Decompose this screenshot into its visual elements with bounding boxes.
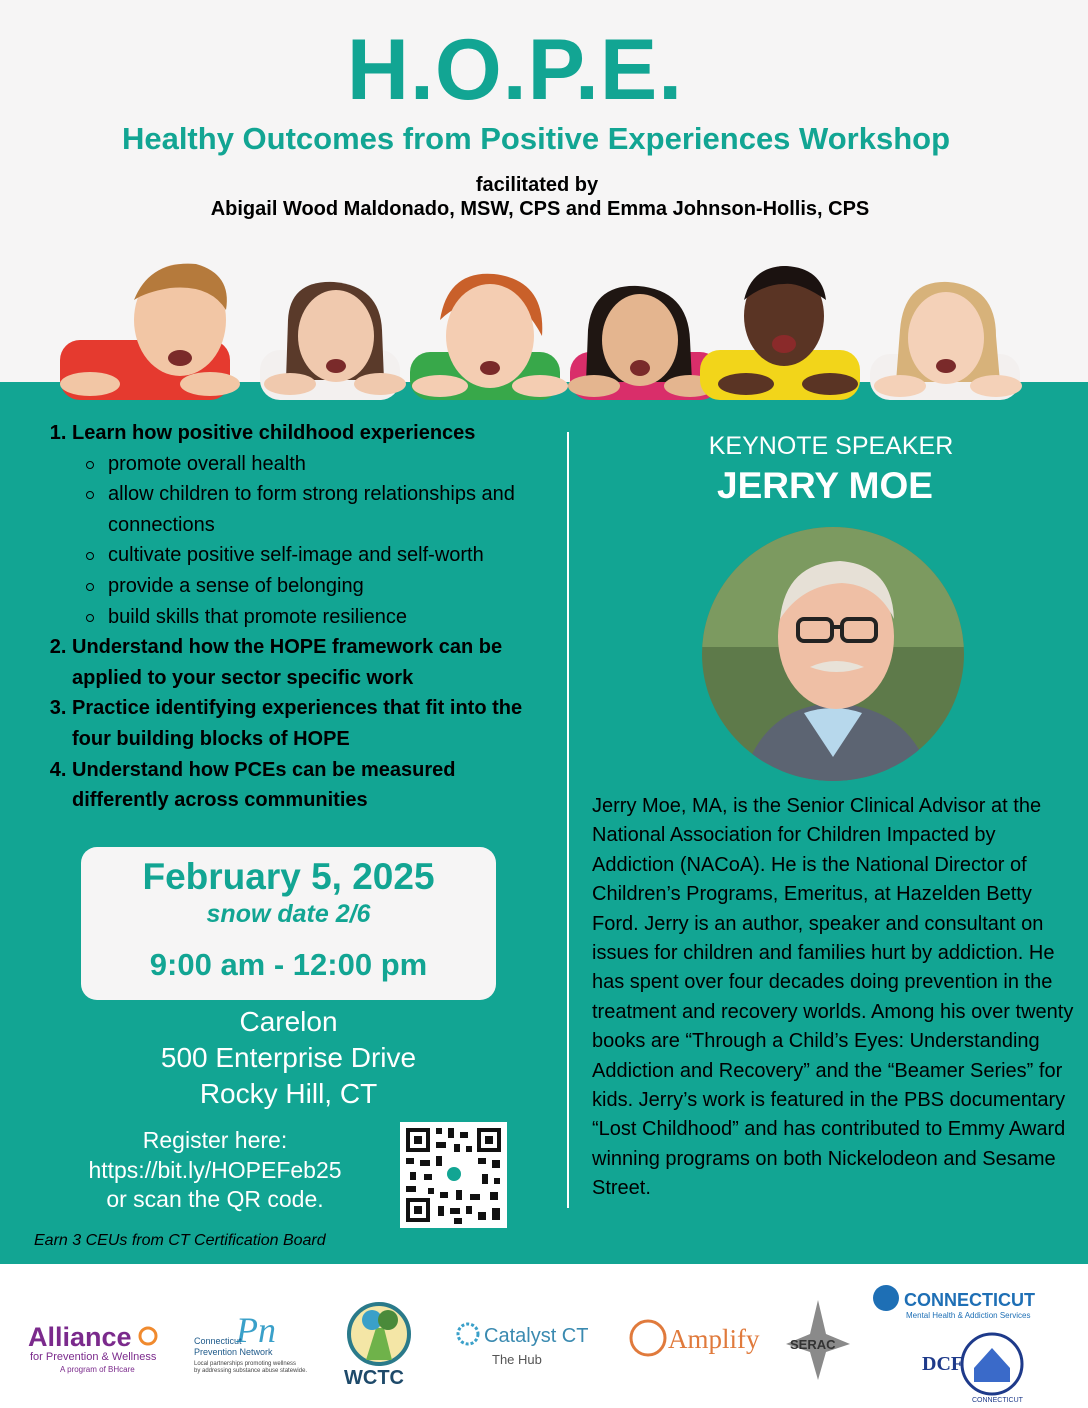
objective-item: 3. Practice identifying experiences that fit into the four building blocks of HOPE: [72, 693, 544, 754]
cpn-name-1: Connecticut: [194, 1336, 242, 1346]
date-box: [81, 847, 496, 1000]
alliance-sub: A program of BHcare: [60, 1365, 135, 1374]
dmhas-circle-icon: [873, 1285, 899, 1311]
children-photo-illustration: [0, 240, 1088, 400]
objective-text: Learn how positive childhood experiences: [72, 422, 476, 444]
wctc-name: WCTC: [344, 1367, 404, 1389]
objective-subitem: provide a sense of belonging: [108, 571, 544, 602]
page-title: H.O.P.E.: [346, 22, 684, 118]
alliance-name: Alliance: [28, 1322, 132, 1352]
catalyst-burst-icon: [458, 1324, 478, 1344]
cpn-logo: [194, 1310, 307, 1374]
cpn-tag-2: by addressing substance abuse statewide.: [194, 1368, 308, 1374]
snow-date: snow date 2/6: [206, 900, 371, 928]
dcf-name: DCF: [922, 1353, 964, 1375]
dmhas-logo: [873, 1285, 1035, 1320]
scan-qr-text: or scan the QR code.: [106, 1186, 324, 1212]
cpn-tag-1: Local partnerships promoting wellness: [194, 1361, 297, 1367]
serac-name: SERAC: [790, 1337, 836, 1352]
amplify-a-icon: [631, 1321, 665, 1355]
wctc-logo: [344, 1304, 409, 1389]
keynote-label: KEYNOTE SPEAKER: [708, 432, 954, 460]
objective-item: 2. Understand how the HOPE framework can be applied to your sector specific work: [72, 632, 544, 693]
event-date: February 5, 2025: [142, 856, 435, 897]
objective-subitem: allow children to form strong relationships and connections: [108, 479, 544, 540]
registration-info: [60, 1126, 370, 1215]
objective-item: [72, 418, 544, 632]
venue-city: Rocky Hill, CT: [199, 1078, 378, 1109]
event-time: 9:00 am - 12:00 pm: [149, 947, 428, 982]
child-figure: [870, 282, 1022, 400]
catalyst-sub: The Hub: [492, 1352, 542, 1367]
objectives-list: [44, 418, 544, 816]
catalyst-name: Catalyst CT: [484, 1325, 589, 1347]
workshop-subtitle: Healthy Outcomes from Positive Experiences Workshop: [121, 121, 951, 156]
qr-code-icon[interactable]: [400, 1122, 507, 1228]
dcf-logo: [922, 1334, 1024, 1404]
register-label: Register here:: [142, 1127, 288, 1153]
objective-subitem: promote overall health: [108, 449, 544, 480]
ceu-note: Earn 3 CEUs from CT Certification Board: [34, 1232, 326, 1249]
alliance-tagline: for Prevention & Wellness: [30, 1351, 157, 1363]
speaker-photo: [702, 527, 964, 781]
facilitated-by-label: facilitated by: [475, 174, 599, 196]
serac-logo: [786, 1300, 850, 1380]
child-figure: [410, 274, 568, 400]
event-location: [81, 1004, 496, 1112]
dcf-sub: CONNECTICUT: [972, 1397, 1023, 1404]
cpn-mark-icon: Pn: [236, 1310, 276, 1350]
child-figure: [700, 266, 860, 400]
dmhas-sub: Mental Health & Addiction Services: [906, 1311, 1031, 1320]
learning-objectives: [44, 418, 544, 816]
alliance-logo: [28, 1322, 157, 1374]
register-link[interactable]: https://bit.ly/HOPEFeb25: [88, 1156, 342, 1183]
column-divider: [567, 432, 569, 1208]
child-figure: [260, 282, 406, 400]
objective-subitem: cultivate positive self-image and self-worth: [108, 540, 544, 571]
child-figure: [60, 264, 240, 400]
venue-name: Carelon: [239, 1006, 338, 1037]
child-figure: [568, 286, 720, 400]
amplify-name: Amplify: [668, 1324, 760, 1354]
cpn-name-2: Prevention Network: [194, 1347, 273, 1357]
dmhas-name: CONNECTICUT: [904, 1290, 1035, 1310]
keynote-name: JERRY MOE: [717, 465, 933, 506]
facilitators-names: Abigail Wood Maldonado, MSW, CPS and Emma Johnson-Hollis, CPS: [210, 198, 870, 220]
venue-street: 500 Enterprise Drive: [160, 1042, 417, 1073]
objective-item: 4. Understand how PCEs can be measured differently across communities: [72, 755, 544, 816]
speaker-bio: Jerry Moe, MA, is the Senior Clinical Advisor at the National Association for Children Impacted by Addiction (NACoA). He is the National Director of Children’s Programs, Emeritus, at Hazelden Betty Ford. Jerry is an author, speaker and consultant on issues for children and families hurt by addiction. He has spent over four decades doing prevention in the treatment and recovery worlds. Among his over twenty books are “Through a Child’s Eyes: Understanding Addiction and Recovery” and the “Beamer Series” for kids. Jerry’s work is featured in the PBS documentary “Lost Childhood” and has contributed to Emmy Award winning programs on both Nickelodeon and Sesame Street.: [592, 795, 1074, 1200]
sponsor-logos: [0, 1264, 1088, 1408]
objective-subitem: build skills that promote resilience: [108, 602, 544, 633]
objective-sublist: [72, 449, 544, 633]
alliance-ring-icon: [140, 1328, 156, 1344]
amplify-logo: [631, 1321, 760, 1355]
catalyst-logo: [458, 1324, 588, 1367]
